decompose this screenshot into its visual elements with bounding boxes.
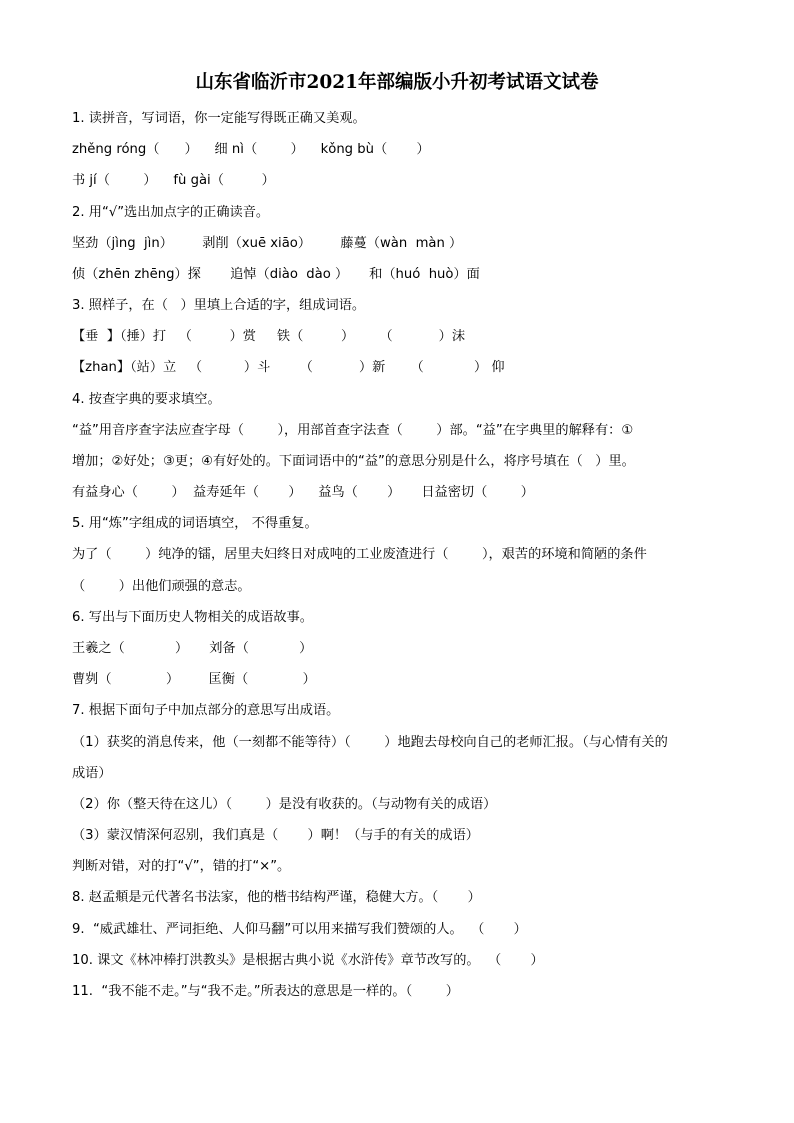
question-2-prompt: 2. 用“√”选出加点字的正确读音。 xyxy=(72,205,270,220)
page-title: 山东省临沂市2021年部编版小升初考试语文试卷 xyxy=(195,72,599,93)
question-7-item-1-cont: 成语） xyxy=(72,766,112,781)
question-3-row-2: 【zhan】（站）立 （ ）斗 （ ）新 （ ） 仰 xyxy=(72,360,505,375)
question-4-text-2: 增加；②好处；③更；④有好处的。下面词语中的“益”的意思分别是什么，将序号填在（ ）里。 xyxy=(72,454,635,469)
question-2-row-2: 侦（zhēn zhēng）探 追悼（diào dào ） 和（huó huò）面 xyxy=(72,267,480,282)
question-6-row-1: 王羲之（ ） 刘备（ ） xyxy=(72,641,313,656)
question-6-row-2: 曹刿（ ） 匡衡（ ） xyxy=(72,672,316,687)
question-5-text-2: （ ）出他们顽强的意志。 xyxy=(72,579,251,594)
question-1-row-2: 书 jí（ ） fù gài（ ） xyxy=(72,173,275,188)
question-2-row-1: 坚劲（jìng jìn） 剥削（xuē xiāo） 藤蔓（wàn màn ） xyxy=(72,236,463,251)
question-10: 10. 课文《林冲棒打洪教头》是根据古典小说《水浒传》章节改写的。 （ ） xyxy=(72,953,544,968)
question-4-text-1: “益”用音序查字法应查字母（ ），用部首查字法查（ ）部。“益”在字典里的解释有：① xyxy=(72,423,634,438)
question-9: 9. “威武雄壮、严词拒绝、人仰马翻”可以用来描写我们赞颂的人。 （ ） xyxy=(72,922,527,937)
question-11: 11. “我不能不走。”与“我不走。”所表达的意思是一样的。（ ） xyxy=(72,984,459,999)
question-7-item-3: （3）蒙汉情深何忍别，我们真是（ ）啊！（与手的有关的成语） xyxy=(72,828,479,843)
question-4-row: 有益身心（ ） 益寿延年（ ） 益鸟（ ） 日益密切（ ） xyxy=(72,485,534,500)
question-3-row-1: 【垂 】（捶）打 （ ）赏 铁（ ） （ ）沫 xyxy=(72,329,466,344)
question-5-text-1: 为了（ ）纯净的镭，居里夫妇终日对成吨的工业废渣进行（ ），艰苦的环境和简陋的条件 xyxy=(72,547,647,562)
true-false-instruction: 判断对错，对的打“√”，错的打“×”。 xyxy=(72,859,291,874)
question-3-prompt: 3. 照样子，在（ ）里填上合适的字，组成词语。 xyxy=(72,298,366,313)
question-7-item-1: （1）获奖的消息传来，他（一刻都不能等待）（ ）地跑去母校向自己的老师汇报。（与心情有关的 xyxy=(72,735,668,750)
question-5-prompt: 5. 用“炼”字组成的词语填空， 不得重复。 xyxy=(72,516,318,531)
question-7-item-2: （2）你（整天待在这儿）（ ）是没有收获的。（与动物有关的成语） xyxy=(72,797,497,812)
question-8: 8. 赵孟頫是元代著名书法家，他的楷书结构严谨，稳健大方。（ ） xyxy=(72,890,481,905)
question-6-prompt: 6. 写出与下面历史人物相关的成语故事。 xyxy=(72,610,313,625)
question-1-prompt: 1. 读拼音，写词语，你一定能写得既正确又美观。 xyxy=(72,111,366,126)
question-4-prompt: 4. 按查字典的要求填空。 xyxy=(72,392,221,407)
question-1-row-1: zhěng róng（ ） 细 nì（ ） kǒng bù（ ） xyxy=(72,142,430,157)
question-7-prompt: 7. 根据下面句子中加点部分的意思写出成语。 xyxy=(72,703,340,718)
